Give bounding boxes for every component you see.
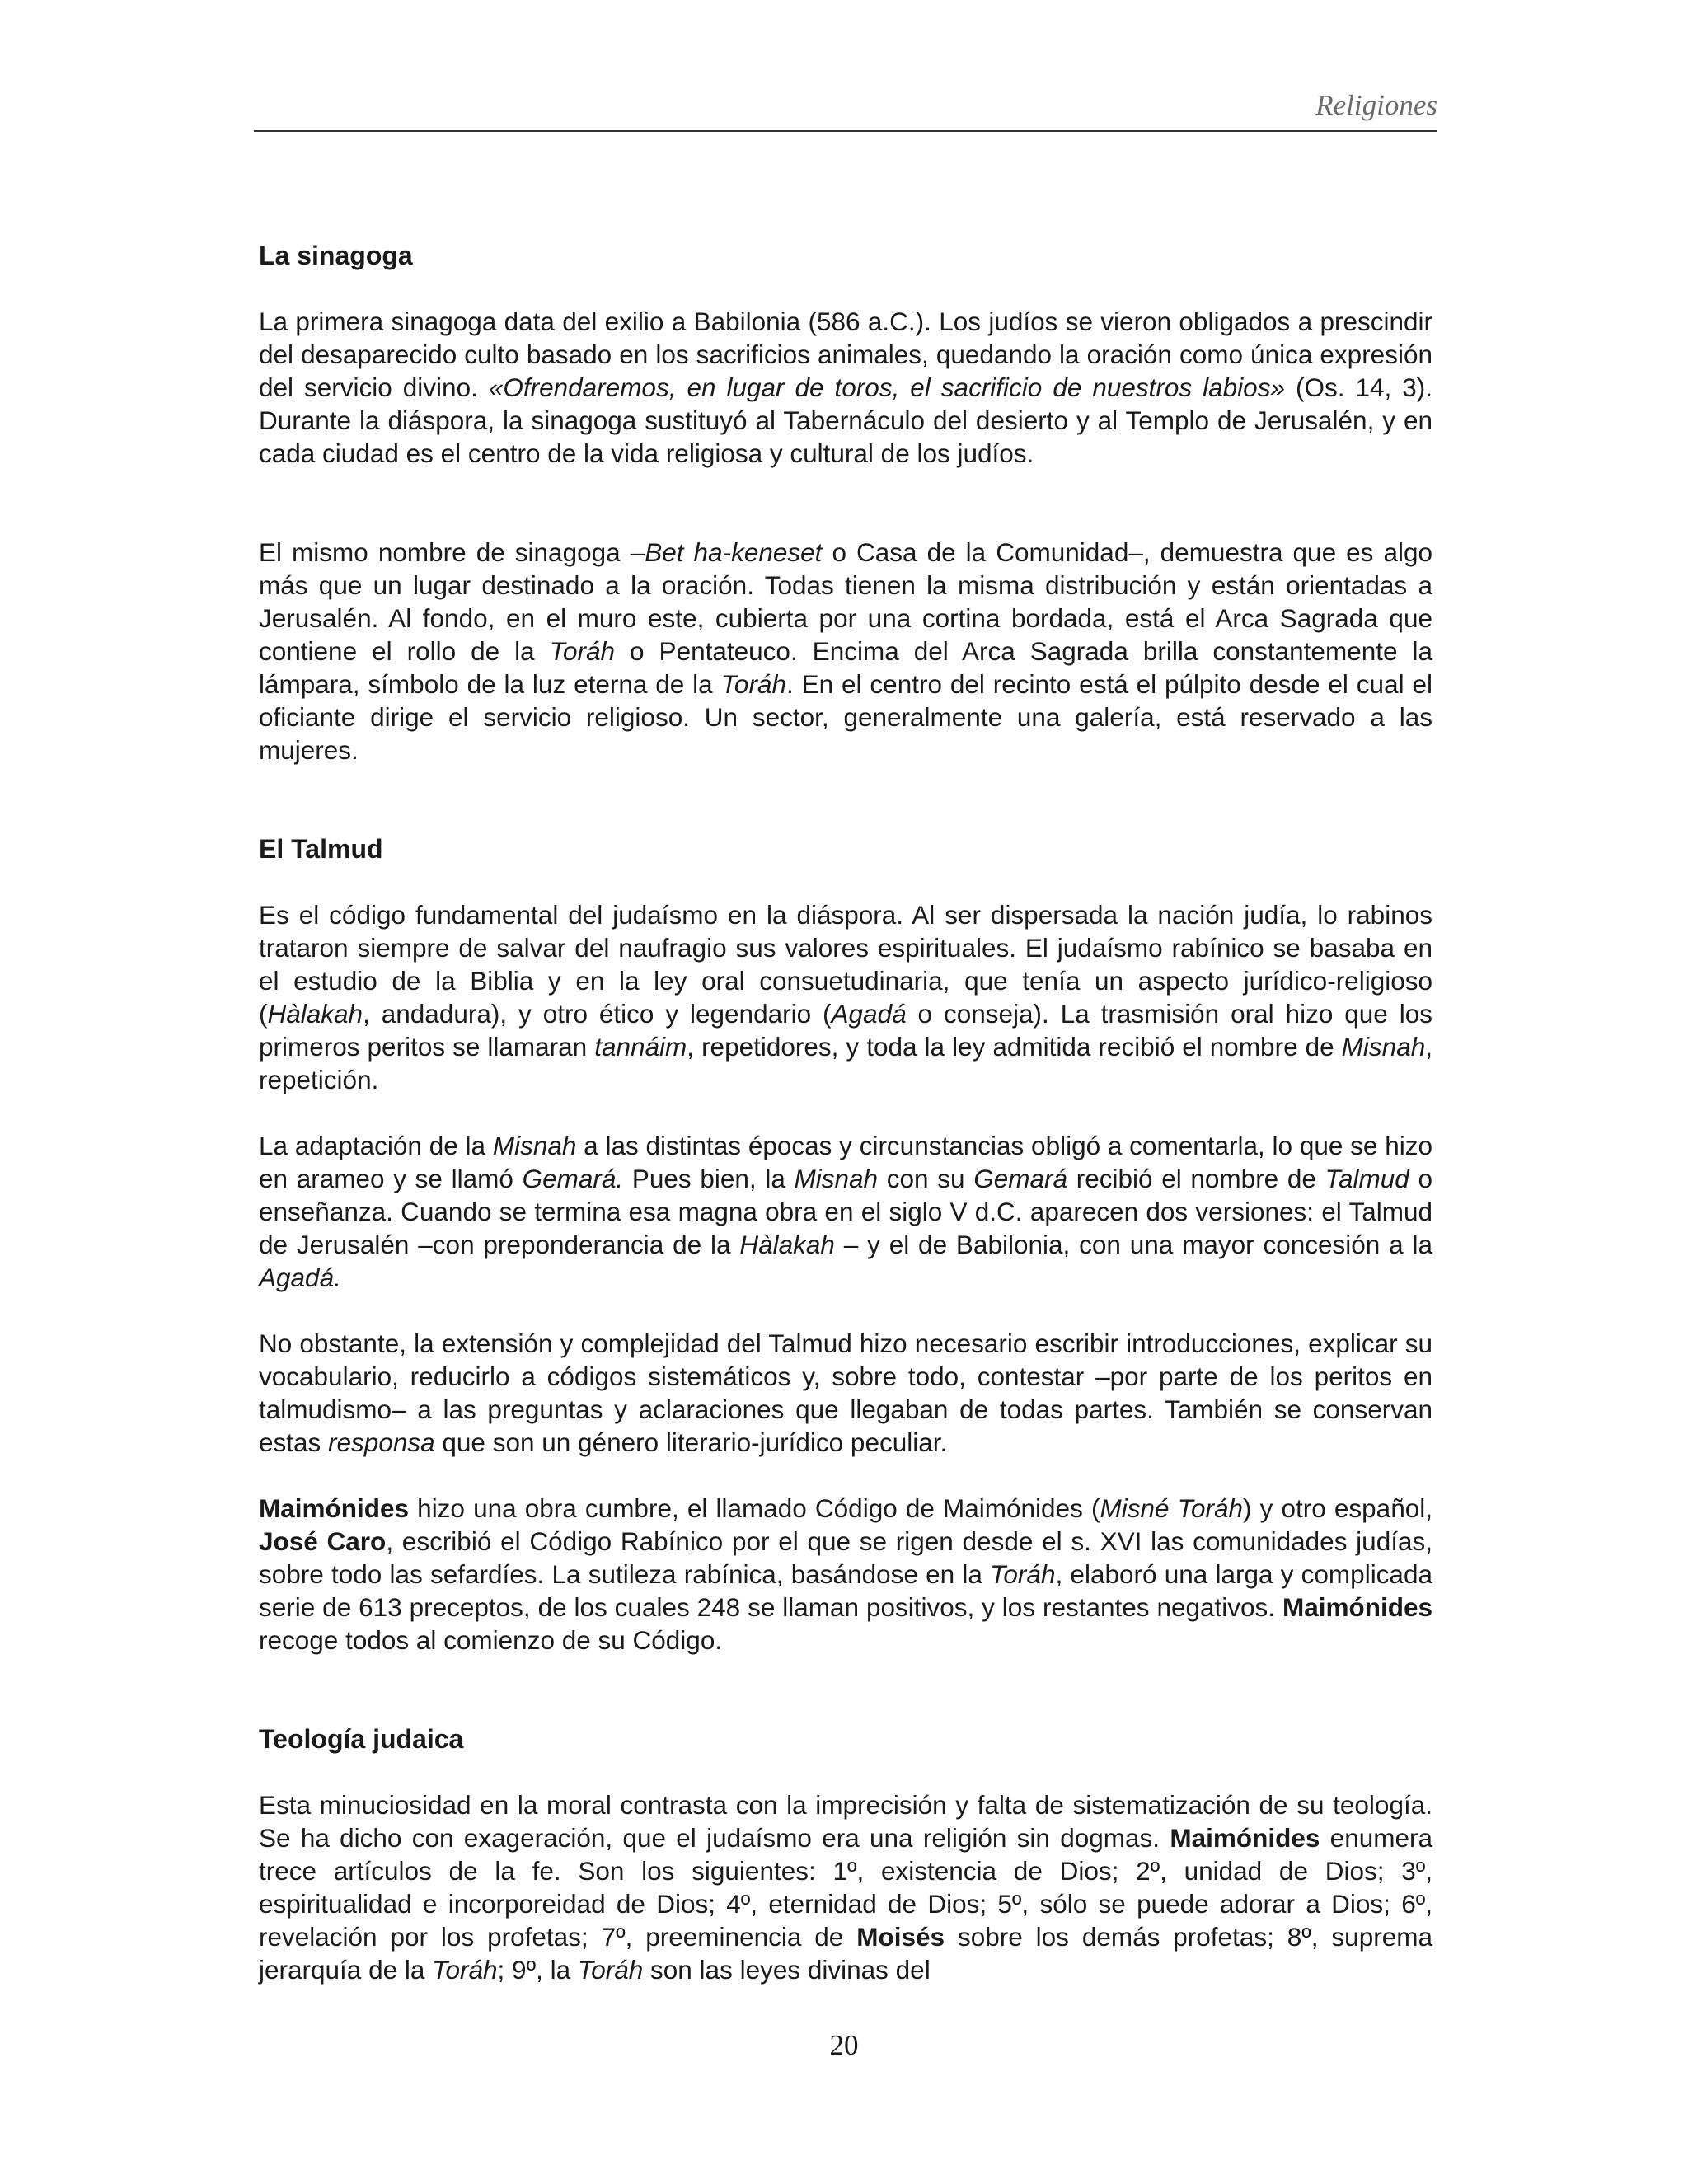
section-heading-teologia: Teología judaica: [259, 1724, 464, 1754]
section-heading-talmud: El Talmud: [259, 834, 383, 864]
header-rule: [254, 130, 1437, 132]
page-content: [259, 239, 1432, 1986]
paragraph-talmud-4: Maimónides hizo una obra cumbre, el llamado Código de Maimónides (Misné Toráh) y otro español, José Caro, escribió el Código Rabínico por el que se rigen desde el s. XVI las comunidades judías, sobre todo las sefardíes. La sutileza rabínica, basándose en la Toráh, elaboró una larga y complicada serie de 613 preceptos, de los cuales 248 se llaman positivos, y los restantes negativos. Maimónides recoge todos al comienzo de su Código.: [259, 1493, 1432, 1655]
running-header: Religiones: [1315, 89, 1437, 121]
paragraph-talmud-3: No obstante, la extensión y complejidad del Talmud hizo necesario escribir introducciones, explicar su vocabulario, reducirlo a códigos sistemáticos y, sobre todo, contestar –por parte de los peritos en talmudismo– a las preguntas y aclaraciones que llegaban de todas partes. También se conservan estas responsa que son un género literario-jurídico peculiar.: [259, 1329, 1432, 1457]
section-heading-sinagoga: La sinagoga: [259, 241, 413, 270]
page-number: 20: [829, 2029, 859, 2061]
paragraph-talmud-2: La adaptación de la Misnah a las distintas épocas y circunstancias obligó a comentarla, lo que se hizo en arameo y se llamó Gemará. Pues bien, la Misnah con su Gemará recibió el nombre de Talmud o enseñanza. Cuando se termina esa magna obra en el siglo V d.C. aparecen dos versiones: el Talmud de Jerusalén –con preponderancia de la Hàlakah – y el de Babilonia, con una mayor concesión a la Agadá.: [259, 1131, 1432, 1292]
paragraph-talmud-1: Es el código fundamental del judaísmo en la diáspora. Al ser dispersada la nación judía, lo rabinos trataron siempre de salvar del naufragio sus valores espirituales. El judaísmo rabínico se basaba en el estudio de la Biblia y en la ley oral consuetudinaria, que tenía un aspecto jurídico-religioso (Hàlakah, andadura), y otro ético y legendario (Agadá o conseja). La trasmisión oral hizo que los primeros peritos se llamaran tannáim, repetidores, y toda la ley admitida recibió el nombre de Misnah, repetición.: [259, 900, 1432, 1094]
paragraph-teologia-1: Esta minuciosidad en la moral contrasta con la imprecisión y falta de sistematización de su teología. Se ha dicho con exageración, que el judaísmo era una religión sin dogmas. Maimónides enumera trece artículos de la fe. Son los siguientes: 1º, existencia de Dios; 2º, unidad de Dios; 3º, espiritualidad e incorporeidad de Dios; 4º, eternidad de Dios; 5º, sólo se puede adorar a Dios; 6º, revelación por los profetas; 7º, preeminencia de Moisés sobre los demás profetas; 8º, suprema jerarquía de la Toráh; 9º, la Toráh son las leyes divinas del: [259, 1790, 1432, 1985]
paragraph-sinagoga-2: El mismo nombre de sinagoga –Bet ha-keneset o Casa de la Comunidad–, demuestra que es algo más que un lugar destinado a la oración. Todas tienen la misma distribución y están orientadas a Jerusalén. Al fondo, en el muro este, cubierta por una cortina bordada, está el Arca Sagrada que contiene el rollo de la Toráh o Pentateuco. Encima del Arca Sagrada brilla constantemente la lámpara, símbolo de la luz eterna de la Toráh. En el centro del recinto está el púlpito desde el cual el oficiante dirige el servicio religioso. Un sector, generalmente una galería, está reservado a las mujeres.: [259, 537, 1433, 765]
paragraph-sinagoga-1: La primera sinagoga data del exilio a Babilonia (586 a.C.). Los judíos se vieron obligados a prescindir del desaparecido culto basado en los sacrificios animales, quedando la oración como única expresión del servicio divino. «Ofrendaremos, en lugar de toros, el sacrificio de nuestros labios» (Os. 14, 3). Durante la diáspora, la sinagoga sustituyó al Tabernáculo del desierto y al Templo de Jerusalén, y en cada ciudad es el centro de la vida religiosa y cultural de los judíos.: [259, 307, 1432, 468]
